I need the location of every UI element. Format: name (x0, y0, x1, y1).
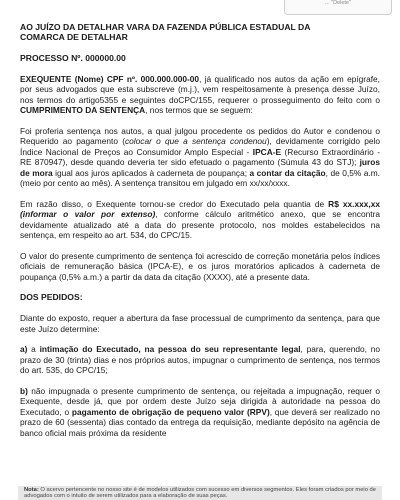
sentenca-text-c: (Recurso Extraordinário - RE 870947), desde quando deveria ter sido efetuado o pagamento (Súmula 43 do STJ); (20, 146, 380, 168)
item-a-intimacao: intimação do Executado, na pessoa do seu representante legal (39, 344, 301, 355)
ipca-e: IPCA-E (252, 146, 282, 157)
request-item-b (20, 386, 380, 438)
valor-amount: R$ xx.xxx,xx (328, 198, 380, 209)
petition-document (20, 22, 380, 438)
sentenca-text-b: ), devidamente corrigido pelo Índice Nacional de Preços ao Consumidor Amplo Especial - (20, 136, 380, 157)
exequente-text: , já qualificado nos autos da ação em epígrafe, por seus advogados que esta subscreve (m.j.), vem respeitosamente à presença desse Juízo, nos termos do artigo5355 e seguintes doCPC/155, requerer o prosseguimento do feito com o (20, 74, 381, 105)
court-header (20, 22, 380, 43)
item-a-text-a: a (27, 344, 40, 355)
court-header-line1: AO JUÍZO DA DETALHAR VARA DA FAZENDA PÚBLICA ESTADUAL DA (20, 22, 311, 32)
valor-text-b: , conforme cálculo aritmético anexo, que se encontra devidamente atualizado até a data do presente protocolo, nos moldes estabelecidos na sentença, em respeito ao art. 534, do CPC/15. (20, 209, 380, 241)
process-number: PROCESSO Nº. 000000.00 (20, 53, 126, 64)
sentenca-text-a: Foi proferia sentença nos autos, a qual julgou procedente os pedidos do Autor e condenou o Requerido ao pagamento ( (20, 126, 380, 147)
item-a-letter: a) (20, 344, 28, 355)
paragraph-sentenca (20, 126, 380, 188)
sentenca-italic: colocar o que a sentença condenou (124, 136, 267, 147)
sentenca-text-e: , de 0,5% a.m. (meio por cento ao mês). A sentença transitou em julgado em xx/xx/xxxx. (20, 167, 380, 189)
item-b-rpv: pagamento de obrigação de pequeno valor (RPV) (71, 406, 270, 417)
juros-de-mora: juros de mora (20, 157, 380, 178)
sentenca-text-d: igual aos juros aplicados à caderneta de poupança; (52, 167, 250, 178)
paragraph-diante: Diante do exposto, requer a abertura da fase processual de cumprimento da sentença, para que este Juízo determine: (20, 313, 380, 334)
paragraph-exequente (20, 74, 380, 116)
exequente-text-end: , nos termos que se seguem: (145, 105, 253, 116)
exequente-name: EXEQUENTE (Nome) CPF nº. 000.000.000-00 (20, 74, 200, 84)
pedidos-heading: DOS PEDIDOS: (20, 292, 83, 303)
paragraph-correcao: O valor do presente cumprimento de sentença foi acrescido de correção monetária pelos índices oficiais de remuneração básica (IPCA-E), e os juros moratórios aplicados à caderneta de poupança (0,5% a.m.) a partir da data da citação (XXXX), até a presente data. (20, 250, 380, 282)
item-a-text-b: , para, querendo, no prazo de 30 (trinta) dias e nos próprios autos, impugnar o cumprimento de sentença, nos termos do art. 535, do CPC/15; (20, 344, 380, 376)
cumprimento-sentenca: CUMPRIMENTO DA SENTENÇA (20, 105, 146, 116)
item-b-text-a: não impugnada o presente cumprimento de sentença, ou rejeitada a impugnação, requer o Exequente, desde já, que por ordem deste Juízo seja dirigida à autoridade na pessoa do Executado, o (20, 386, 380, 417)
a-contar-citacao: a contar da citação (249, 167, 326, 178)
footer-note (18, 486, 382, 500)
valor-extenso: (informar o valor por extenso) (20, 209, 156, 220)
paragraph-valor (20, 199, 380, 241)
valor-text-a: Em razão disso, o Exequente tornou-se credor do Executado pela quantia de (20, 198, 329, 209)
court-header-line2: COMARCA DE DETALHAR (20, 32, 128, 43)
delete-hint: ... "Delete" (284, 0, 392, 15)
footer-note-text: O acervo pertencente no nosso site é de modelos utilizados com sucesso em diversos segmentos. Eles foram criados por meio de advogados com o intuito de serem utilizados para a elaboração de suas peças. (24, 487, 376, 499)
item-b-text-b: , que deverá ser realizado no prazo de 60 (sessenta) dias contado da entrega da requisição, mediante depósito na agência de banco oficial mais próxima da residente (20, 406, 381, 438)
item-b-letter: b) (20, 386, 28, 397)
footer-note-label: Nota: (24, 487, 39, 493)
request-item-a (20, 344, 380, 375)
